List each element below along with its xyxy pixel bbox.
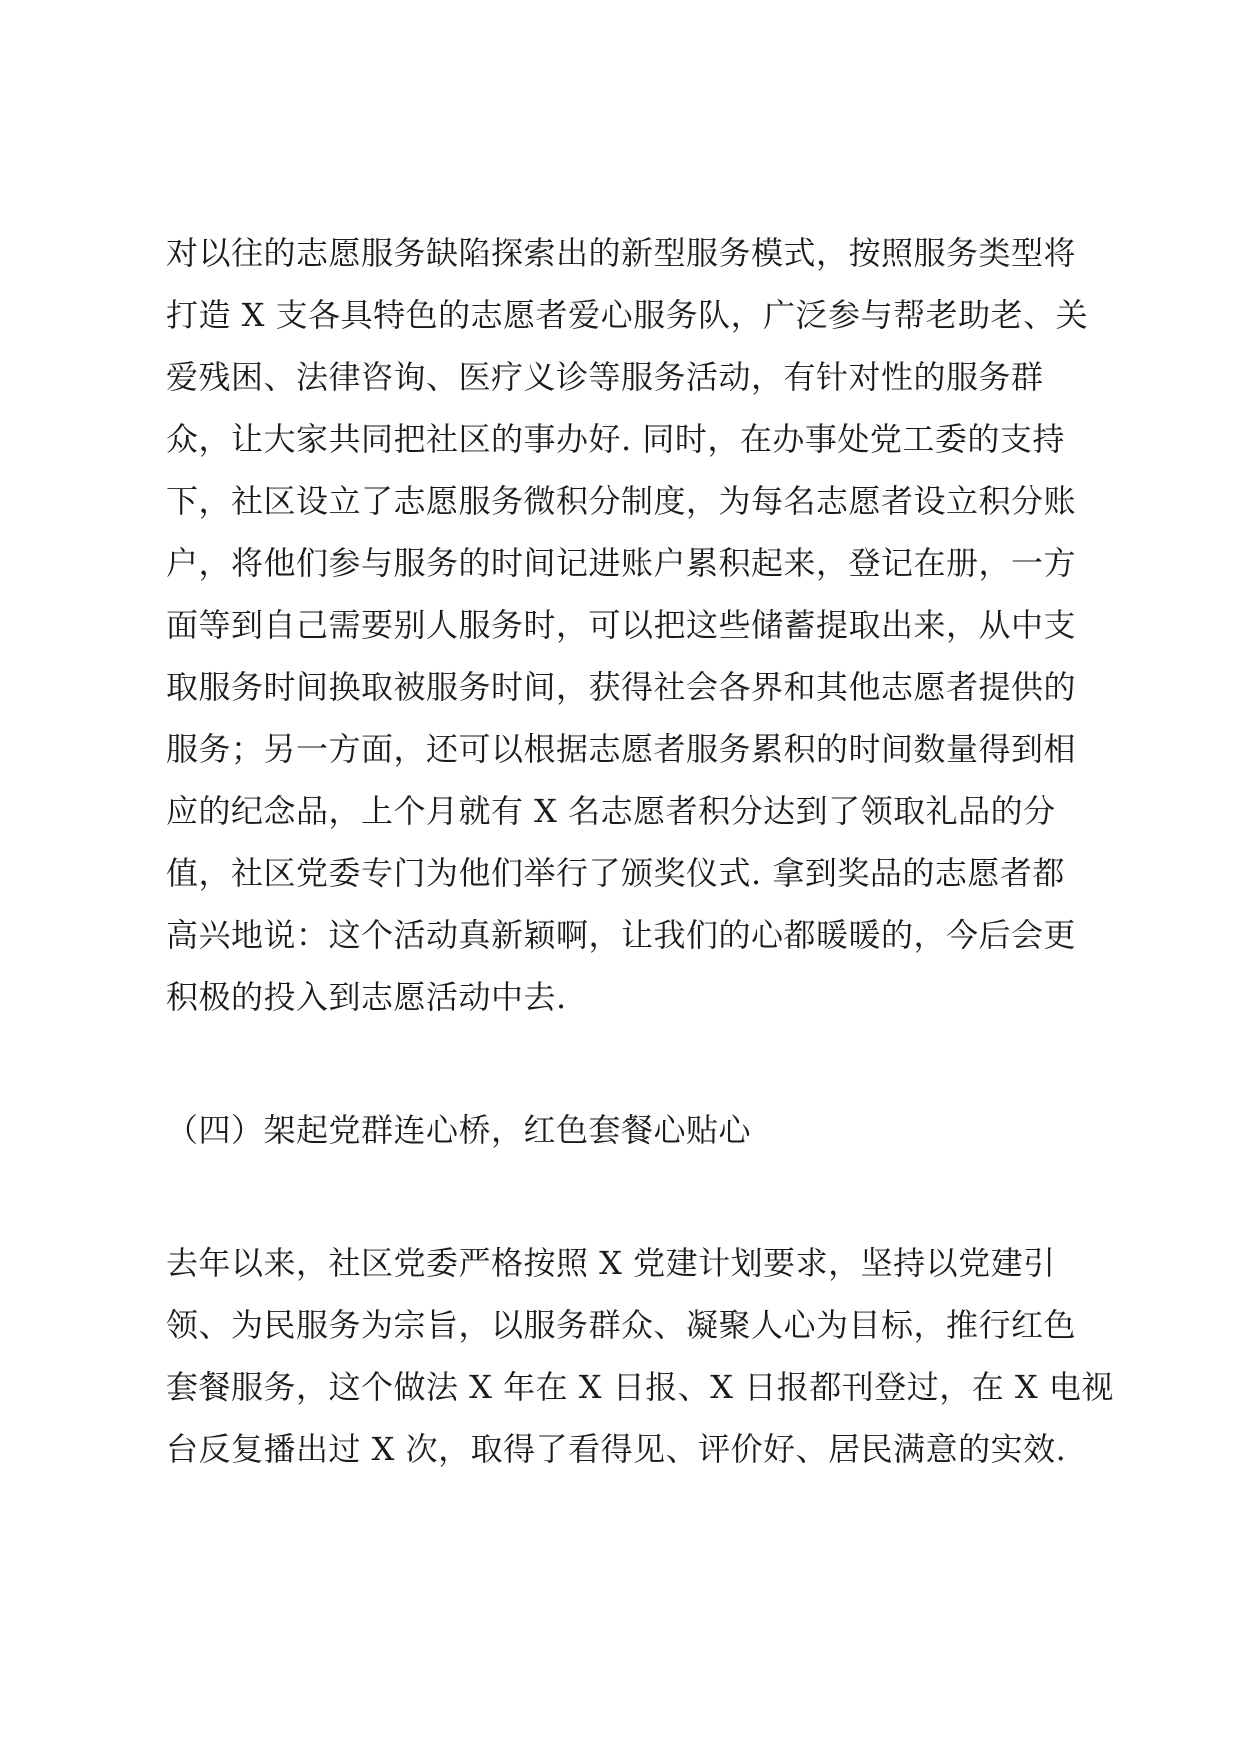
paragraph-line: 对以往的志愿服务缺陷探索出的新型服务模式，按照服务类型将 xyxy=(166,234,1077,272)
section-heading: （四）架起党群连心桥，红色套餐心贴心 xyxy=(166,1111,752,1149)
paragraph-line: 高兴地说：这个活动真新颖啊，让我们的心都暖暖的，今后会更 xyxy=(166,916,1077,954)
paragraph-line: 户，将他们参与服务的时间记进账户累积起来，登记在册，一方 xyxy=(166,544,1077,582)
paragraph-line: 领、为民服务为宗旨，以服务群众、凝聚人心为目标，推行红色 xyxy=(166,1306,1077,1344)
paragraph-line: 爱残困、法律咨询、医疗义诊等服务活动，有针对性的服务群 xyxy=(166,358,1044,396)
paragraph-line: 积极的投入到志愿活动中去. xyxy=(166,978,567,1016)
paragraph-line: 值，社区党委专门为他们举行了颁奖仪式. 拿到奖品的志愿者都 xyxy=(166,854,1065,892)
paragraph-line: 面等到自己需要别人服务时，可以把这些储蓄提取出来，从中支 xyxy=(166,606,1077,644)
paragraph-line: 打造 X 支各具特色的志愿者爱心服务队，广泛参与帮老助老、关 xyxy=(166,296,1089,334)
paragraph-line: 应的纪念品，上个月就有 X 名志愿者积分达到了领取礼品的分 xyxy=(166,792,1056,830)
paragraph-line: 台反复播出过 X 次，取得了看得见、评价好、居民满意的实效. xyxy=(166,1430,1067,1468)
paragraph-line: 套餐服务，这个做法 X 年在 X 日报、X 日报都刊登过，在 X 电视 xyxy=(166,1368,1114,1406)
paragraph-line: 下，社区设立了志愿服务微积分制度，为每名志愿者设立积分账 xyxy=(166,482,1077,520)
paragraph-line: 服务；另一方面，还可以根据志愿者服务累积的时间数量得到相 xyxy=(166,730,1077,768)
paragraph-line: 去年以来，社区党委严格按照 X 党建计划要求，坚持以党建引 xyxy=(166,1244,1056,1282)
paragraph-line: 取服务时间换取被服务时间，获得社会各界和其他志愿者提供的 xyxy=(166,668,1077,706)
paragraph-line: 众，让大家共同把社区的事办好. 同时，在办事处党工委的支持 xyxy=(166,420,1065,458)
